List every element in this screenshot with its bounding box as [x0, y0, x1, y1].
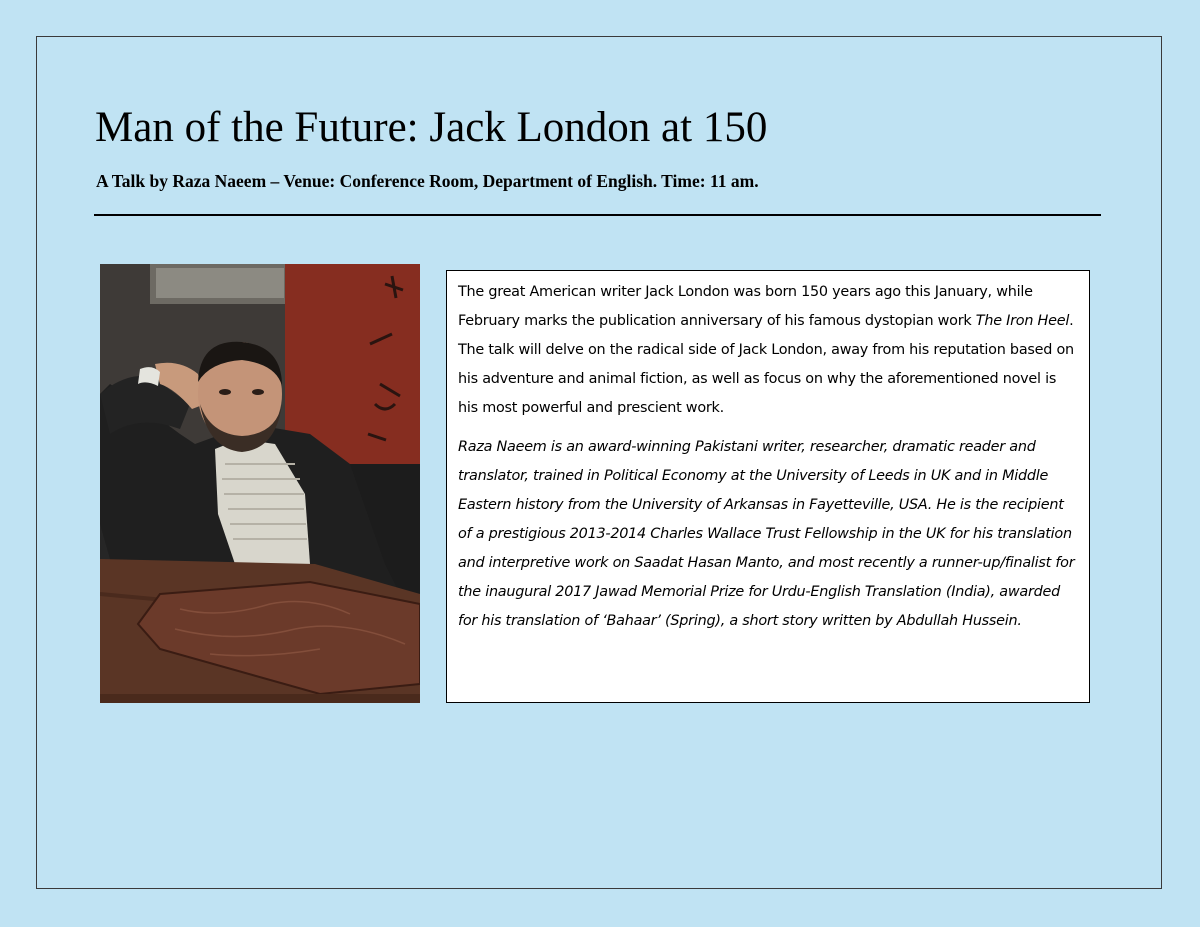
abstract-text-end: . The talk will delve on the radical side of Jack London, away from his reputation based on his adventure and animal fiction, as well as focus on why the aforementioned novel is his most powerful and prescient work.	[458, 313, 1074, 416]
book-title: The Iron Heel	[975, 313, 1070, 329]
speaker-bio: Raza Naeem is an award-winning Pakistani writer, researcher, dramatic reader and translator, trained in Political Economy at the University of Leeds in UK and in Middle Eastern history from the University of Arkansas in Fayetteville, USA. He is the recipient of a prestigious 2013-2014 Charles Wallace Trust Fellowship in the UK for his translation and interpretive work on Saadat Hasan Manto, and most recently a runner-up/finalist for the inaugural 2017 Jawad Memorial Prize for Urdu-English Translation (India), awarded for his translation of ‘Bahaar’ (Spring), a short story written by Abdullah Hussein.	[458, 439, 1075, 629]
talk-description-box	[446, 270, 1090, 703]
event-subtitle: A Talk by Raza Naeem – Venue: Conference Room, Department of English. Time: 11 am.	[96, 171, 759, 191]
speaker-photo	[100, 264, 420, 703]
talk-abstract	[458, 278, 1079, 423]
page-title: Man of the Future: Jack London at 150	[95, 104, 768, 151]
divider-rule	[94, 214, 1101, 216]
abstract-text-start: The great American writer Jack London was born 150 years ago this January, while February marks the publication anniversary of his famous dystopian work	[458, 284, 1033, 329]
